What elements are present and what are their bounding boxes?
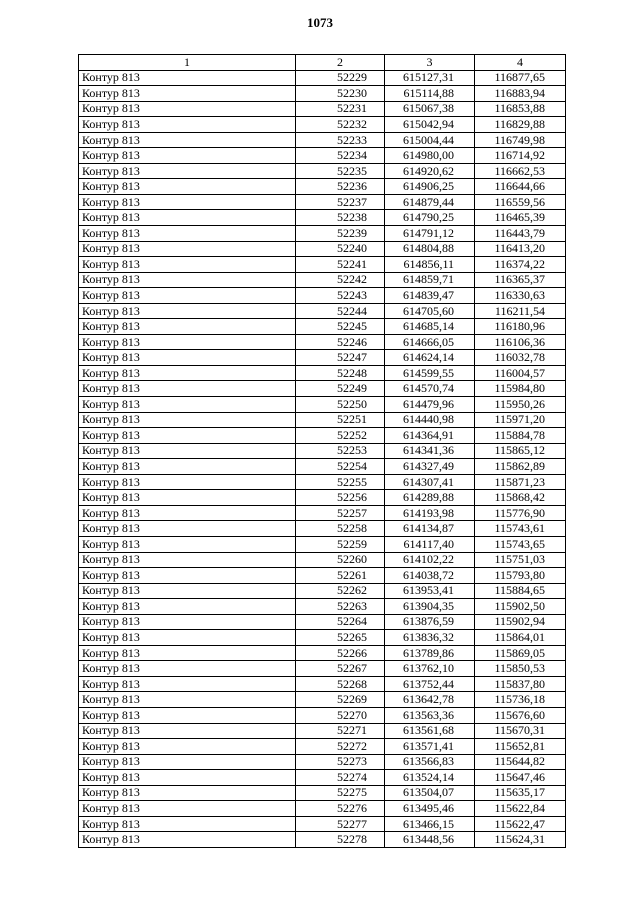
x-coordinate-cell: 613495,46	[385, 801, 475, 817]
column-header-4: 4	[475, 55, 566, 71]
contour-name-cell: Контур 813	[79, 552, 296, 568]
table-row	[79, 754, 566, 770]
point-number-cell: 52252	[296, 428, 385, 444]
y-coordinate-cell: 115743,65	[475, 536, 566, 552]
x-coordinate-cell: 613561,68	[385, 723, 475, 739]
y-coordinate-cell: 116714,92	[475, 148, 566, 164]
table-row	[79, 272, 566, 288]
x-coordinate-cell: 613448,56	[385, 832, 475, 848]
point-number-cell: 52229	[296, 70, 385, 86]
table-row	[79, 801, 566, 817]
point-number-cell: 52234	[296, 148, 385, 164]
y-coordinate-cell: 115864,01	[475, 630, 566, 646]
contour-name-cell: Контур 813	[79, 381, 296, 397]
point-number-cell: 52247	[296, 350, 385, 366]
x-coordinate-cell: 614804,88	[385, 241, 475, 257]
contour-name-cell: Контур 813	[79, 303, 296, 319]
table-row	[79, 397, 566, 413]
x-coordinate-cell: 614440,98	[385, 412, 475, 428]
table-row	[79, 194, 566, 210]
point-number-cell: 52271	[296, 723, 385, 739]
y-coordinate-cell: 115624,31	[475, 832, 566, 848]
y-coordinate-cell: 115793,80	[475, 568, 566, 584]
x-coordinate-cell: 614193,98	[385, 505, 475, 521]
x-coordinate-cell: 614307,41	[385, 474, 475, 490]
table-row	[79, 412, 566, 428]
x-coordinate-cell: 613563,36	[385, 707, 475, 723]
x-coordinate-cell: 613876,59	[385, 614, 475, 630]
y-coordinate-cell: 115670,31	[475, 723, 566, 739]
point-number-cell: 52238	[296, 210, 385, 226]
contour-name-cell: Контур 813	[79, 490, 296, 506]
contour-name-cell: Контур 813	[79, 785, 296, 801]
contour-name-cell: Контур 813	[79, 505, 296, 521]
y-coordinate-cell: 116106,36	[475, 334, 566, 350]
point-number-cell: 52244	[296, 303, 385, 319]
y-coordinate-cell: 115868,42	[475, 490, 566, 506]
point-number-cell: 52272	[296, 739, 385, 755]
contour-name-cell: Контур 813	[79, 86, 296, 102]
point-number-cell: 52243	[296, 288, 385, 304]
y-coordinate-cell: 115869,05	[475, 645, 566, 661]
table-row	[79, 692, 566, 708]
table-row	[79, 630, 566, 646]
y-coordinate-cell: 116559,56	[475, 194, 566, 210]
contour-name-cell: Контур 813	[79, 459, 296, 475]
table-row	[79, 334, 566, 350]
column-header-2: 2	[296, 55, 385, 71]
contour-name-cell: Контур 813	[79, 288, 296, 304]
y-coordinate-cell: 115862,89	[475, 459, 566, 475]
table-row	[79, 132, 566, 148]
table-row	[79, 101, 566, 117]
x-coordinate-cell: 613642,78	[385, 692, 475, 708]
x-coordinate-cell: 613953,41	[385, 583, 475, 599]
point-number-cell: 52237	[296, 194, 385, 210]
y-coordinate-cell: 116032,78	[475, 350, 566, 366]
y-coordinate-cell: 115736,18	[475, 692, 566, 708]
contour-name-cell: Контур 813	[79, 365, 296, 381]
contour-name-cell: Контур 813	[79, 226, 296, 242]
y-coordinate-cell: 116413,20	[475, 241, 566, 257]
table-row	[79, 661, 566, 677]
point-number-cell: 52249	[296, 381, 385, 397]
table-row	[79, 785, 566, 801]
y-coordinate-cell: 115635,17	[475, 785, 566, 801]
point-number-cell: 52236	[296, 179, 385, 195]
table-row	[79, 443, 566, 459]
contour-name-cell: Контур 813	[79, 101, 296, 117]
x-coordinate-cell: 614906,25	[385, 179, 475, 195]
contour-name-cell: Контур 813	[79, 723, 296, 739]
contour-name-cell: Контур 813	[79, 474, 296, 490]
contour-name-cell: Контур 813	[79, 194, 296, 210]
x-coordinate-cell: 614599,55	[385, 365, 475, 381]
contour-name-cell: Контур 813	[79, 70, 296, 86]
x-coordinate-cell: 614879,44	[385, 194, 475, 210]
table-row	[79, 303, 566, 319]
table-row	[79, 70, 566, 86]
contour-name-cell: Контур 813	[79, 816, 296, 832]
y-coordinate-cell: 115652,81	[475, 739, 566, 755]
header-row	[79, 55, 566, 71]
coordinates-table	[78, 54, 566, 848]
x-coordinate-cell: 613571,41	[385, 739, 475, 755]
point-number-cell: 52261	[296, 568, 385, 584]
y-coordinate-cell: 116211,54	[475, 303, 566, 319]
y-coordinate-cell: 115865,12	[475, 443, 566, 459]
x-coordinate-cell: 614134,87	[385, 521, 475, 537]
x-coordinate-cell: 614364,91	[385, 428, 475, 444]
table-row	[79, 319, 566, 335]
point-number-cell: 52269	[296, 692, 385, 708]
contour-name-cell: Контур 813	[79, 536, 296, 552]
x-coordinate-cell: 614341,36	[385, 443, 475, 459]
point-number-cell: 52257	[296, 505, 385, 521]
x-coordinate-cell: 615042,94	[385, 117, 475, 133]
table-row	[79, 163, 566, 179]
point-number-cell: 52251	[296, 412, 385, 428]
table-row	[79, 599, 566, 615]
y-coordinate-cell: 115751,03	[475, 552, 566, 568]
point-number-cell: 52268	[296, 676, 385, 692]
contour-name-cell: Контур 813	[79, 350, 296, 366]
table-row	[79, 490, 566, 506]
table-row	[79, 257, 566, 273]
table-row	[79, 365, 566, 381]
table-row	[79, 552, 566, 568]
y-coordinate-cell: 115647,46	[475, 770, 566, 786]
x-coordinate-cell: 615004,44	[385, 132, 475, 148]
point-number-cell: 52263	[296, 599, 385, 615]
y-coordinate-cell: 116829,88	[475, 117, 566, 133]
table-body	[79, 70, 566, 847]
table-row	[79, 583, 566, 599]
contour-name-cell: Контур 813	[79, 630, 296, 646]
y-coordinate-cell: 115971,20	[475, 412, 566, 428]
point-number-cell: 52275	[296, 785, 385, 801]
table-row	[79, 505, 566, 521]
y-coordinate-cell: 115984,80	[475, 381, 566, 397]
x-coordinate-cell: 614685,14	[385, 319, 475, 335]
x-coordinate-cell: 614666,05	[385, 334, 475, 350]
contour-name-cell: Контур 813	[79, 676, 296, 692]
y-coordinate-cell: 116465,39	[475, 210, 566, 226]
point-number-cell: 52266	[296, 645, 385, 661]
contour-name-cell: Контур 813	[79, 599, 296, 615]
contour-name-cell: Контур 813	[79, 692, 296, 708]
point-number-cell: 52232	[296, 117, 385, 133]
y-coordinate-cell: 115776,90	[475, 505, 566, 521]
point-number-cell: 52256	[296, 490, 385, 506]
table-row	[79, 226, 566, 242]
contour-name-cell: Контур 813	[79, 754, 296, 770]
contour-name-cell: Контур 813	[79, 443, 296, 459]
y-coordinate-cell: 116877,65	[475, 70, 566, 86]
y-coordinate-cell: 115837,80	[475, 676, 566, 692]
x-coordinate-cell: 615127,31	[385, 70, 475, 86]
contour-name-cell: Контур 813	[79, 319, 296, 335]
y-coordinate-cell: 115884,78	[475, 428, 566, 444]
point-number-cell: 52255	[296, 474, 385, 490]
table-row	[79, 381, 566, 397]
table-row	[79, 723, 566, 739]
table-row	[79, 288, 566, 304]
point-number-cell: 52254	[296, 459, 385, 475]
contour-name-cell: Контур 813	[79, 210, 296, 226]
contour-name-cell: Контур 813	[79, 397, 296, 413]
contour-name-cell: Контур 813	[79, 428, 296, 444]
contour-name-cell: Контур 813	[79, 132, 296, 148]
point-number-cell: 52278	[296, 832, 385, 848]
y-coordinate-cell: 115676,60	[475, 707, 566, 723]
table-row	[79, 832, 566, 848]
table-row	[79, 645, 566, 661]
contour-name-cell: Контур 813	[79, 614, 296, 630]
point-number-cell: 52248	[296, 365, 385, 381]
x-coordinate-cell: 614859,71	[385, 272, 475, 288]
table-row	[79, 536, 566, 552]
table-row	[79, 117, 566, 133]
contour-name-cell: Контур 813	[79, 334, 296, 350]
x-coordinate-cell: 614790,25	[385, 210, 475, 226]
x-coordinate-cell: 614479,96	[385, 397, 475, 413]
x-coordinate-cell: 613752,44	[385, 676, 475, 692]
point-number-cell: 52253	[296, 443, 385, 459]
y-coordinate-cell: 116374,22	[475, 257, 566, 273]
y-coordinate-cell: 116749,98	[475, 132, 566, 148]
table-row	[79, 428, 566, 444]
x-coordinate-cell: 613789,86	[385, 645, 475, 661]
point-number-cell: 52260	[296, 552, 385, 568]
table-row	[79, 148, 566, 164]
column-header-3: 3	[385, 55, 475, 71]
contour-name-cell: Контур 813	[79, 645, 296, 661]
y-coordinate-cell: 115884,65	[475, 583, 566, 599]
x-coordinate-cell: 615114,88	[385, 86, 475, 102]
y-coordinate-cell: 115622,47	[475, 816, 566, 832]
contour-name-cell: Контур 813	[79, 770, 296, 786]
point-number-cell: 52265	[296, 630, 385, 646]
contour-name-cell: Контур 813	[79, 583, 296, 599]
point-number-cell: 52273	[296, 754, 385, 770]
page-number: 1073	[307, 15, 333, 30]
y-coordinate-cell: 115871,23	[475, 474, 566, 490]
point-number-cell: 52267	[296, 661, 385, 677]
table-row	[79, 614, 566, 630]
point-number-cell: 52250	[296, 397, 385, 413]
x-coordinate-cell: 614117,40	[385, 536, 475, 552]
y-coordinate-cell: 116180,96	[475, 319, 566, 335]
contour-name-cell: Контур 813	[79, 163, 296, 179]
x-coordinate-cell: 614289,88	[385, 490, 475, 506]
point-number-cell: 52277	[296, 816, 385, 832]
x-coordinate-cell: 613762,10	[385, 661, 475, 677]
x-coordinate-cell: 614791,12	[385, 226, 475, 242]
table-row	[79, 568, 566, 584]
x-coordinate-cell: 613466,15	[385, 816, 475, 832]
contour-name-cell: Контур 813	[79, 568, 296, 584]
contour-name-cell: Контур 813	[79, 179, 296, 195]
table-row	[79, 241, 566, 257]
table-row	[79, 350, 566, 366]
y-coordinate-cell: 116883,94	[475, 86, 566, 102]
table-row	[79, 707, 566, 723]
point-number-cell: 52239	[296, 226, 385, 242]
x-coordinate-cell: 614570,74	[385, 381, 475, 397]
contour-name-cell: Контур 813	[79, 801, 296, 817]
y-coordinate-cell: 116330,63	[475, 288, 566, 304]
y-coordinate-cell: 116853,88	[475, 101, 566, 117]
x-coordinate-cell: 615067,38	[385, 101, 475, 117]
point-number-cell: 52270	[296, 707, 385, 723]
x-coordinate-cell: 614839,47	[385, 288, 475, 304]
contour-name-cell: Контур 813	[79, 707, 296, 723]
y-coordinate-cell: 116644,66	[475, 179, 566, 195]
contour-name-cell: Контур 813	[79, 661, 296, 677]
x-coordinate-cell: 614327,49	[385, 459, 475, 475]
table-row	[79, 521, 566, 537]
point-number-cell: 52264	[296, 614, 385, 630]
contour-name-cell: Контур 813	[79, 272, 296, 288]
point-number-cell: 52235	[296, 163, 385, 179]
contour-name-cell: Контур 813	[79, 257, 296, 273]
contour-name-cell: Контур 813	[79, 117, 296, 133]
x-coordinate-cell: 614038,72	[385, 568, 475, 584]
table-row	[79, 210, 566, 226]
y-coordinate-cell: 115743,61	[475, 521, 566, 537]
y-coordinate-cell: 115950,26	[475, 397, 566, 413]
point-number-cell: 52230	[296, 86, 385, 102]
point-number-cell: 52246	[296, 334, 385, 350]
x-coordinate-cell: 613504,07	[385, 785, 475, 801]
x-coordinate-cell: 614624,14	[385, 350, 475, 366]
point-number-cell: 52241	[296, 257, 385, 273]
y-coordinate-cell: 115622,84	[475, 801, 566, 817]
x-coordinate-cell: 613904,35	[385, 599, 475, 615]
point-number-cell: 52276	[296, 801, 385, 817]
y-coordinate-cell: 115902,94	[475, 614, 566, 630]
contour-name-cell: Контур 813	[79, 739, 296, 755]
point-number-cell: 52259	[296, 536, 385, 552]
table-row	[79, 459, 566, 475]
y-coordinate-cell: 115644,82	[475, 754, 566, 770]
x-coordinate-cell: 614102,22	[385, 552, 475, 568]
table-row	[79, 179, 566, 195]
point-number-cell: 52258	[296, 521, 385, 537]
point-number-cell: 52231	[296, 101, 385, 117]
contour-name-cell: Контур 813	[79, 241, 296, 257]
point-number-cell: 52233	[296, 132, 385, 148]
x-coordinate-cell: 614705,60	[385, 303, 475, 319]
x-coordinate-cell: 614980,00	[385, 148, 475, 164]
contour-name-cell: Контур 813	[79, 412, 296, 428]
x-coordinate-cell: 613836,32	[385, 630, 475, 646]
table-row	[79, 739, 566, 755]
y-coordinate-cell: 116365,37	[475, 272, 566, 288]
table-row	[79, 816, 566, 832]
table-row	[79, 474, 566, 490]
point-number-cell: 52240	[296, 241, 385, 257]
contour-name-cell: Контур 813	[79, 148, 296, 164]
y-coordinate-cell: 116443,79	[475, 226, 566, 242]
point-number-cell: 52262	[296, 583, 385, 599]
y-coordinate-cell: 115902,50	[475, 599, 566, 615]
table-row	[79, 86, 566, 102]
x-coordinate-cell: 614920,62	[385, 163, 475, 179]
point-number-cell: 52242	[296, 272, 385, 288]
point-number-cell: 52245	[296, 319, 385, 335]
x-coordinate-cell: 613524,14	[385, 770, 475, 786]
y-coordinate-cell: 115850,53	[475, 661, 566, 677]
y-coordinate-cell: 116004,57	[475, 365, 566, 381]
x-coordinate-cell: 614856,11	[385, 257, 475, 273]
y-coordinate-cell: 116662,53	[475, 163, 566, 179]
x-coordinate-cell: 613566,83	[385, 754, 475, 770]
table-row	[79, 770, 566, 786]
column-header-1: 1	[79, 55, 296, 71]
contour-name-cell: Контур 813	[79, 832, 296, 848]
point-number-cell: 52274	[296, 770, 385, 786]
contour-name-cell: Контур 813	[79, 521, 296, 537]
table-row	[79, 676, 566, 692]
